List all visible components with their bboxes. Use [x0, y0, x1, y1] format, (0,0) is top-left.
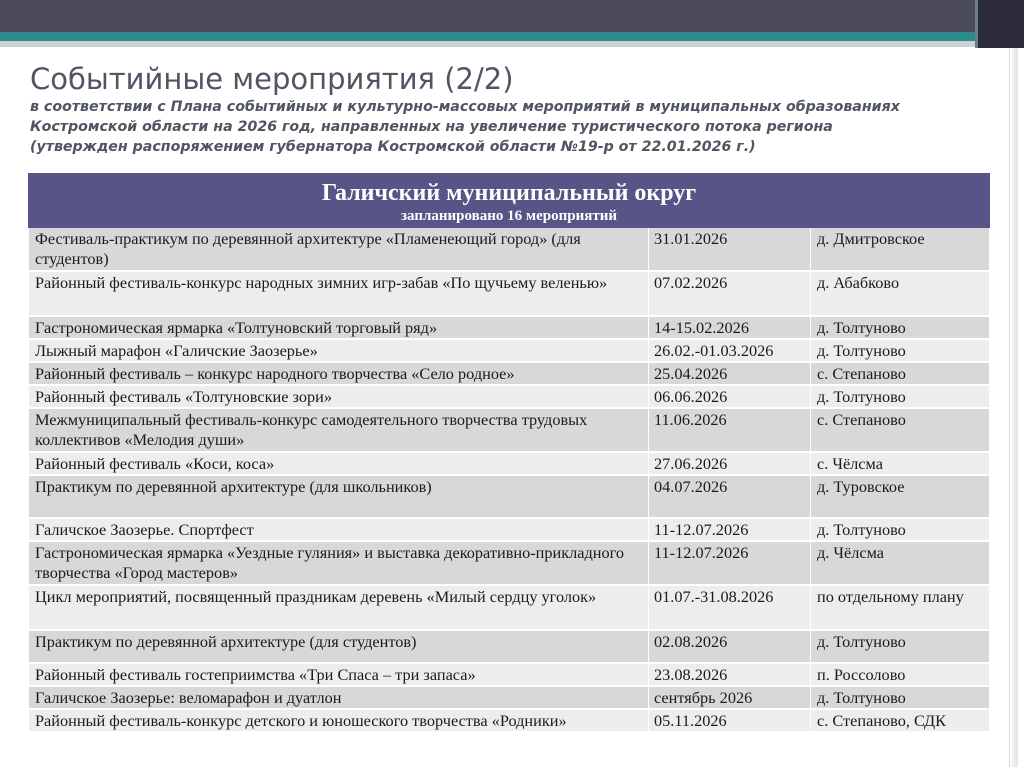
- event-cell: Фестиваль-практикум по деревянной архитектуре «Пламенеющий город» (для студентов): [29, 228, 649, 271]
- event-cell: Гастрономическая ярмарка «Уездные гуляния» и выставка декоративно-прикладного творчества «Город мастеров»: [29, 541, 649, 585]
- subtitle-line: (утвержден распоряжением губернатора Костромской области №19-р от 22.01.2026 г.): [30, 139, 756, 155]
- right-margin-rule: [1009, 48, 1010, 767]
- event-cell: Практикум по деревянной архитектуре (для студентов): [29, 630, 649, 663]
- banner-gray-band: [0, 41, 1024, 47]
- events-count: запланировано 16 мероприятий: [401, 208, 617, 224]
- date-cell: 25.04.2026: [649, 362, 811, 385]
- event-cell: Районный фестиваль-конкурс детского и юношеского творчества «Родники»: [29, 709, 649, 732]
- place-cell: д. Дмитровское: [811, 228, 990, 271]
- table-row: [29, 452, 990, 475]
- event-cell: Практикум по деревянной архитектуре (для школьников): [29, 475, 649, 518]
- table-row: [29, 663, 990, 686]
- date-cell: 02.08.2026: [649, 630, 811, 663]
- table-row: [29, 408, 990, 452]
- place-cell: д. Туровское: [811, 475, 990, 518]
- date-cell: 23.08.2026: [649, 663, 811, 686]
- date-cell: сентябрь 2026: [649, 686, 811, 709]
- event-cell: Районный фестиваль «Толтуновские зори»: [29, 385, 649, 408]
- slide-title: Событийные мероприятия (2/2): [30, 62, 514, 96]
- event-cell: Районный фестиваль – конкурс народного творчества «Село родное»: [29, 362, 649, 385]
- place-cell: д. Толтуново: [811, 339, 990, 362]
- table-row: [29, 630, 990, 663]
- place-cell: п. Россолово: [811, 663, 990, 686]
- date-cell: 07.02.2026: [649, 271, 811, 316]
- date-cell: 26.02.-01.03.2026: [649, 339, 811, 362]
- place-cell: с. Степаново: [811, 408, 990, 452]
- table-row: [29, 541, 990, 585]
- place-cell: с. Степаново: [811, 362, 990, 385]
- table-row: [29, 686, 990, 709]
- subtitle-line: в соответствии с Плана событийных и культурно-массовых мероприятий в муниципальных образованиях: [30, 99, 900, 115]
- place-cell: д. Чёлсма: [811, 541, 990, 585]
- event-cell: Районный фестиваль гостеприимства «Три Спаса – три запаса»: [29, 663, 649, 686]
- event-cell: Районный фестиваль-конкурс народных зимних игр-забав «По щучьему веленью»: [29, 271, 649, 316]
- place-cell: д. Толтуново: [811, 630, 990, 663]
- slide-subtitle: [30, 97, 990, 157]
- date-cell: 31.01.2026: [649, 228, 811, 271]
- date-cell: 14-15.02.2026: [649, 316, 811, 339]
- event-cell: Галичское Заозерье. Спортфест: [29, 518, 649, 541]
- table-row: [29, 339, 990, 362]
- table-header-row: [29, 174, 990, 228]
- place-cell: д. Толтуново: [811, 518, 990, 541]
- date-cell: 11-12.07.2026: [649, 518, 811, 541]
- place-cell: по отдельному плану: [811, 585, 990, 630]
- events-table: [28, 173, 990, 733]
- table-row: [29, 518, 990, 541]
- table-row: [29, 385, 990, 408]
- date-cell: 11-12.07.2026: [649, 541, 811, 585]
- banner-edge-block: [978, 0, 1024, 48]
- subtitle-line: Костромской области на 2026 год, направленных на увеличение туристического потока региона: [30, 119, 833, 135]
- banner-teal-band: [0, 32, 1024, 41]
- event-cell: Районный фестиваль «Коси, коса»: [29, 452, 649, 475]
- date-cell: 01.07.-31.08.2026: [649, 585, 811, 630]
- table-row: [29, 585, 990, 630]
- table-row: [29, 316, 990, 339]
- date-cell: 05.11.2026: [649, 709, 811, 732]
- place-cell: с. Чёлсма: [811, 452, 990, 475]
- table-header: [29, 174, 990, 228]
- date-cell: 11.06.2026: [649, 408, 811, 452]
- table-row: [29, 362, 990, 385]
- table-row: [29, 228, 990, 271]
- banner-dark-band: [0, 0, 1024, 32]
- slide-top-banner: [0, 0, 1024, 48]
- place-cell: д. Толтуново: [811, 316, 990, 339]
- event-cell: Гастрономическая ярмарка «Толтуновский торговый ряд»: [29, 316, 649, 339]
- table-row: [29, 475, 990, 518]
- date-cell: 06.06.2026: [649, 385, 811, 408]
- date-cell: 27.06.2026: [649, 452, 811, 475]
- place-cell: с. Степаново, СДК: [811, 709, 990, 732]
- place-cell: д. Абабково: [811, 271, 990, 316]
- table-row: [29, 709, 990, 732]
- event-cell: Межмуниципальный фестиваль-конкурс самодеятельного творчества трудовых коллективов «Мелодия души»: [29, 408, 649, 452]
- place-cell: д. Толтуново: [811, 385, 990, 408]
- date-cell: 04.07.2026: [649, 475, 811, 518]
- event-cell: Цикл мероприятий, посвященный праздникам деревень «Милый сердцу уголок»: [29, 585, 649, 630]
- event-cell: Галичское Заозерье: веломарафон и дуатлон: [29, 686, 649, 709]
- place-cell: д. Толтуново: [811, 686, 990, 709]
- table-row: [29, 271, 990, 316]
- event-cell: Лыжный марафон «Галичские Заозерье»: [29, 339, 649, 362]
- district-name: Галичский муниципальный округ: [321, 180, 697, 206]
- page-edge-shadow: [1012, 48, 1018, 767]
